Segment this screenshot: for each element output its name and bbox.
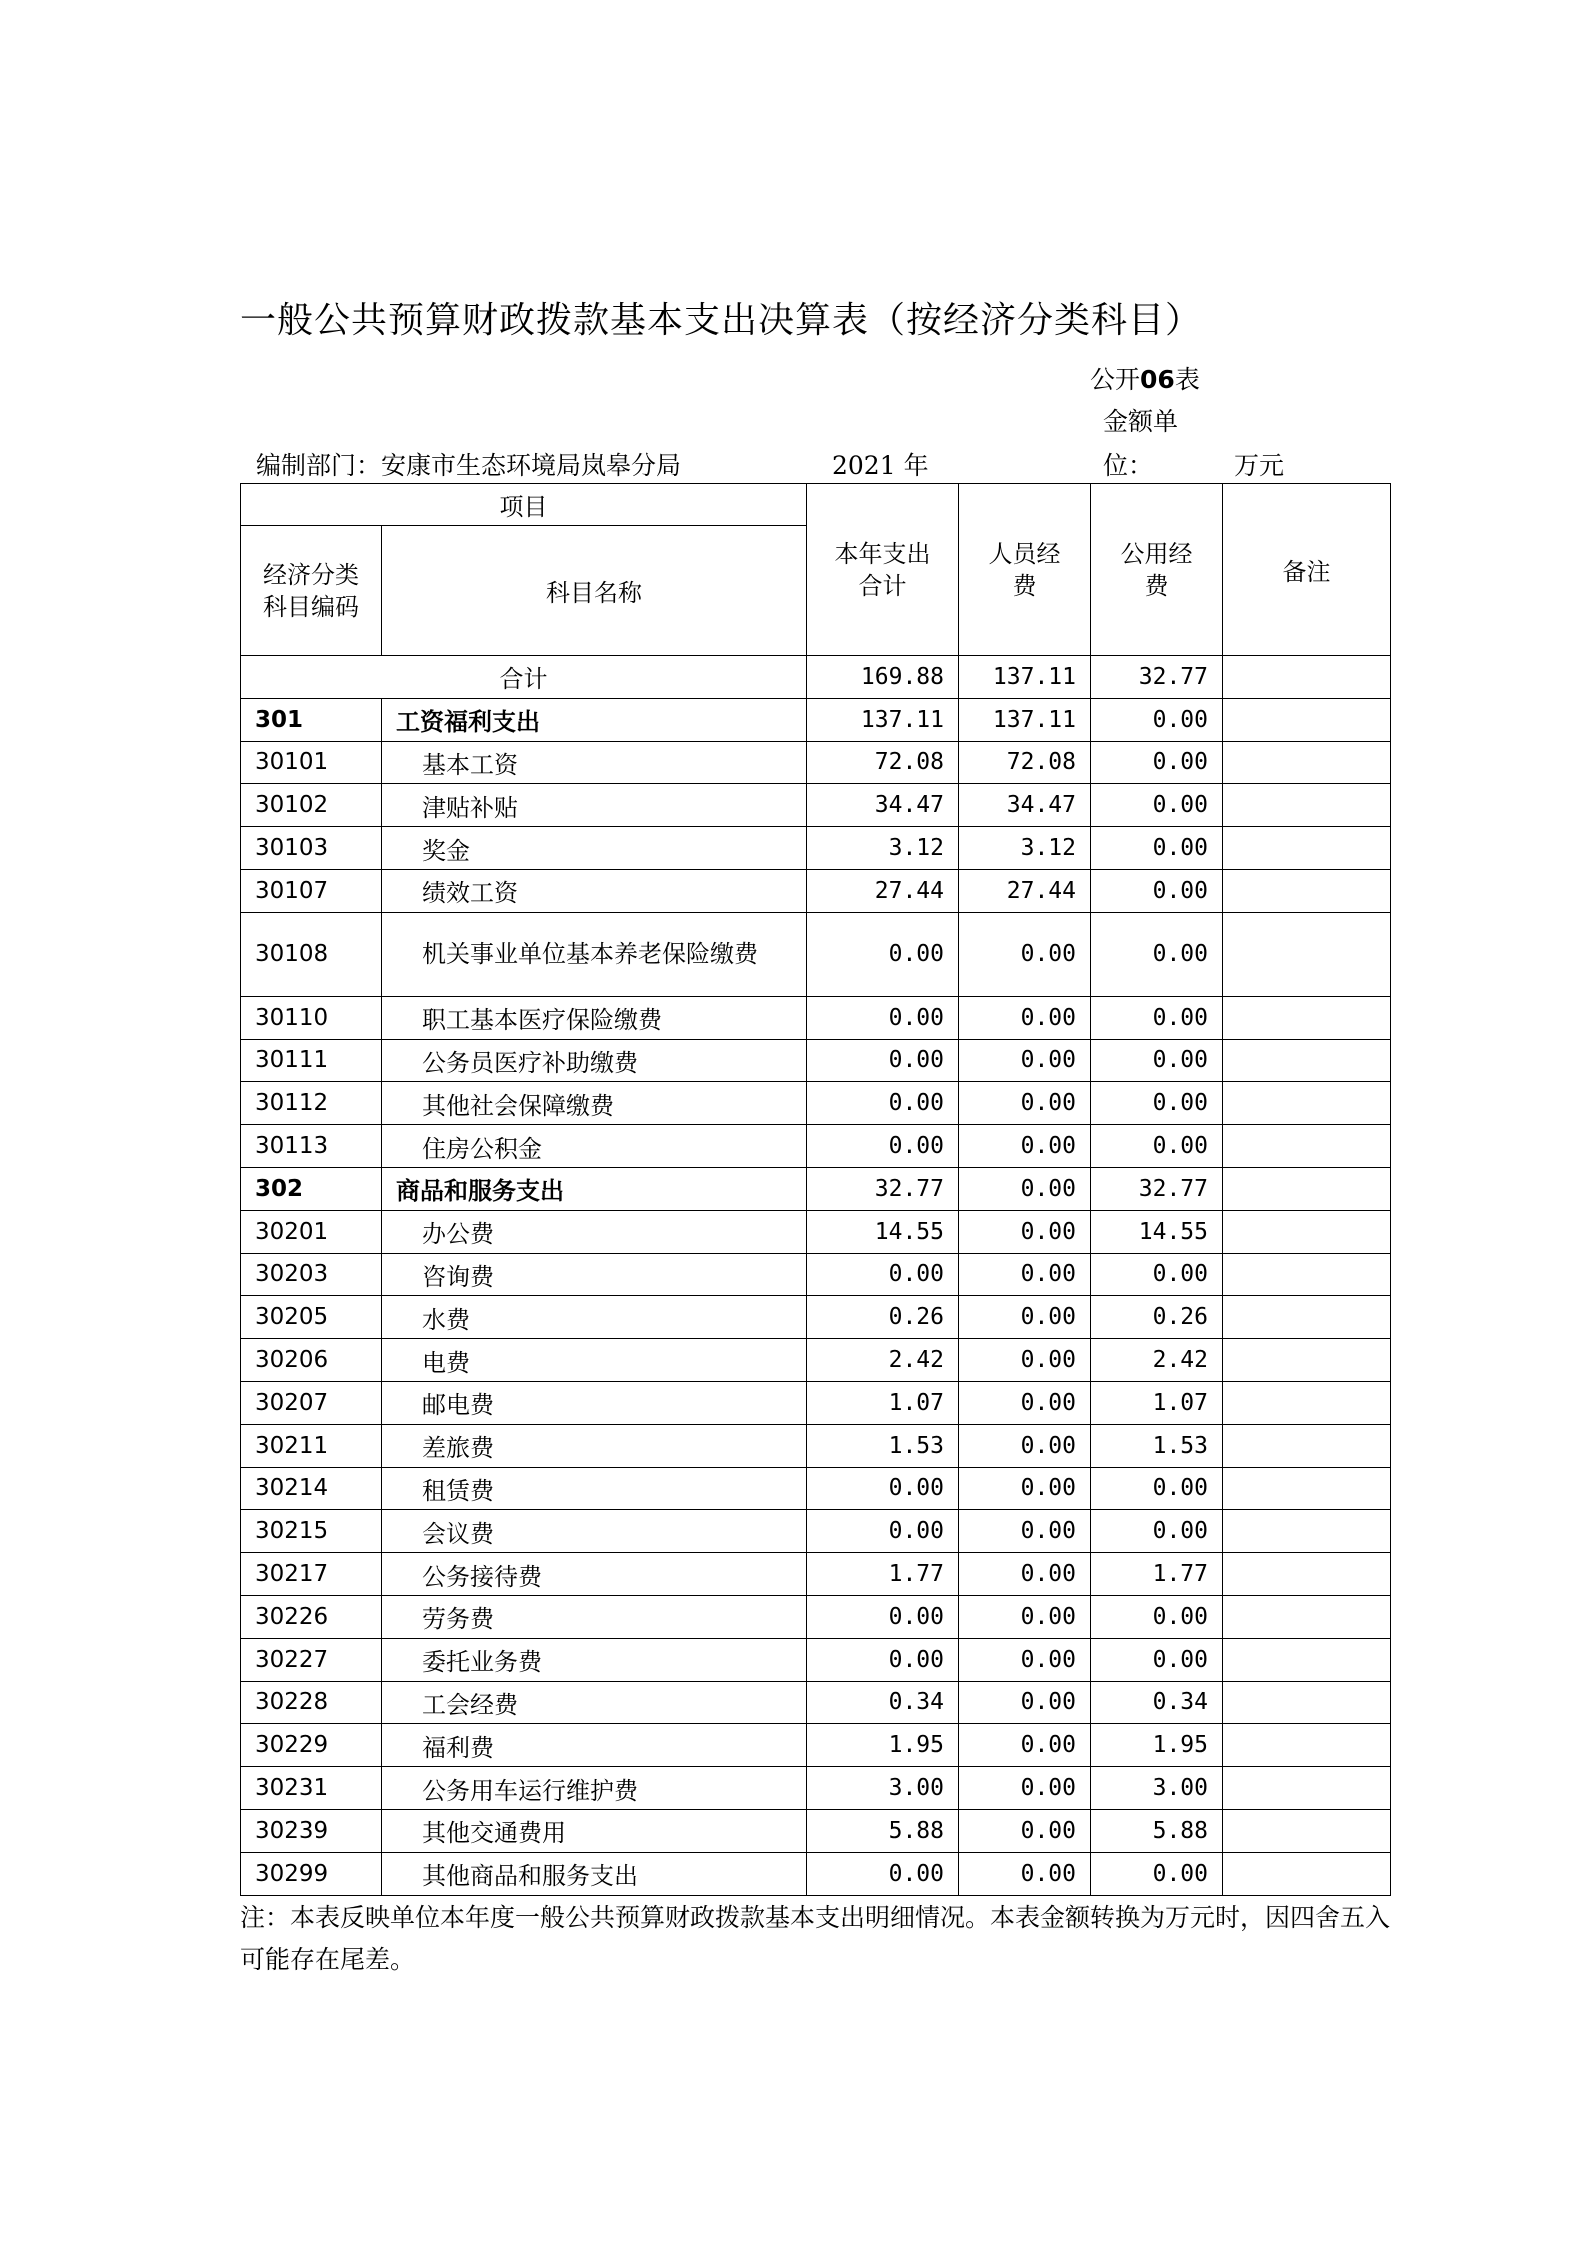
row-total: 1.07 bbox=[807, 1381, 959, 1424]
row-personnel: 3.12 bbox=[959, 827, 1091, 870]
row-personnel: 72.08 bbox=[959, 741, 1091, 784]
row-total: 0.00 bbox=[807, 1595, 959, 1638]
row-personnel: 0.00 bbox=[959, 1724, 1091, 1767]
row-personnel: 0.00 bbox=[959, 912, 1091, 996]
row-name: 水费 bbox=[382, 1296, 807, 1339]
row-remark bbox=[1223, 1809, 1391, 1852]
row-personnel: 0.00 bbox=[959, 1595, 1091, 1638]
row-remark bbox=[1223, 1424, 1391, 1467]
row-personnel: 0.00 bbox=[959, 1553, 1091, 1596]
row-total: 0.00 bbox=[807, 1253, 959, 1296]
row-total: 0.26 bbox=[807, 1296, 959, 1339]
row-name: 公务员医疗补助缴费 bbox=[382, 1039, 807, 1082]
table-row bbox=[241, 1852, 1391, 1895]
row-code: 30215 bbox=[241, 1510, 382, 1553]
row-code: 30110 bbox=[241, 996, 382, 1039]
row-name: 工会经费 bbox=[382, 1681, 807, 1724]
row-name: 租赁费 bbox=[382, 1467, 807, 1510]
row-code: 30101 bbox=[241, 741, 382, 784]
row-remark bbox=[1223, 1852, 1391, 1895]
header-project: 项目 bbox=[241, 484, 807, 526]
row-code: 30103 bbox=[241, 827, 382, 870]
unit-label-line2: 位： bbox=[1103, 451, 1154, 480]
row-name: 邮电费 bbox=[382, 1381, 807, 1424]
total-public: 32.77 bbox=[1091, 656, 1223, 699]
header-total-text: 本年支出合计 bbox=[834, 539, 931, 600]
row-public: 0.26 bbox=[1091, 1296, 1223, 1339]
row-total: 1.95 bbox=[807, 1724, 959, 1767]
row-total: 32.77 bbox=[807, 1167, 959, 1210]
row-public: 0.00 bbox=[1091, 1039, 1223, 1082]
row-code: 30211 bbox=[241, 1424, 382, 1467]
table-row bbox=[241, 784, 1391, 827]
expenditure-table bbox=[240, 483, 1391, 1896]
row-code: 30217 bbox=[241, 1553, 382, 1596]
row-code: 30299 bbox=[241, 1852, 382, 1895]
row-name: 住房公积金 bbox=[382, 1125, 807, 1168]
row-public: 0.00 bbox=[1091, 1852, 1223, 1895]
row-code: 30203 bbox=[241, 1253, 382, 1296]
row-remark bbox=[1223, 827, 1391, 870]
row-name: 基本工资 bbox=[382, 741, 807, 784]
row-personnel: 0.00 bbox=[959, 1852, 1091, 1895]
row-total: 34.47 bbox=[807, 784, 959, 827]
row-name: 办公费 bbox=[382, 1210, 807, 1253]
row-code: 30226 bbox=[241, 1595, 382, 1638]
row-personnel: 0.00 bbox=[959, 1253, 1091, 1296]
row-name: 其他商品和服务支出 bbox=[382, 1852, 807, 1895]
unit-label-line1: 金额单 bbox=[1103, 407, 1179, 436]
row-name: 公务用车运行维护费 bbox=[382, 1767, 807, 1810]
table-row bbox=[241, 1381, 1391, 1424]
header-name: 科目名称 bbox=[382, 526, 807, 656]
row-personnel: 0.00 bbox=[959, 1167, 1091, 1210]
table-row bbox=[241, 1681, 1391, 1724]
row-remark bbox=[1223, 1381, 1391, 1424]
row-personnel: 137.11 bbox=[959, 698, 1091, 741]
row-name: 会议费 bbox=[382, 1510, 807, 1553]
row-public: 1.77 bbox=[1091, 1553, 1223, 1596]
header-personnel bbox=[959, 484, 1091, 656]
unit-value: 万元 bbox=[1234, 451, 1285, 480]
row-total: 0.00 bbox=[807, 1039, 959, 1082]
table-code-suffix: 表 bbox=[1174, 365, 1200, 394]
row-public: 0.34 bbox=[1091, 1681, 1223, 1724]
table-row bbox=[241, 1767, 1391, 1810]
row-total: 0.34 bbox=[807, 1681, 959, 1724]
row-name: 电费 bbox=[382, 1339, 807, 1382]
row-public: 14.55 bbox=[1091, 1210, 1223, 1253]
row-name: 津贴补贴 bbox=[382, 784, 807, 827]
row-name: 福利费 bbox=[382, 1724, 807, 1767]
row-public: 32.77 bbox=[1091, 1167, 1223, 1210]
row-name: 工资福利支出 bbox=[382, 698, 807, 741]
row-total: 72.08 bbox=[807, 741, 959, 784]
row-total: 0.00 bbox=[807, 1125, 959, 1168]
row-total: 3.12 bbox=[807, 827, 959, 870]
row-remark bbox=[1223, 1082, 1391, 1125]
row-personnel: 0.00 bbox=[959, 1510, 1091, 1553]
row-public: 0.00 bbox=[1091, 698, 1223, 741]
row-public: 1.07 bbox=[1091, 1381, 1223, 1424]
row-remark bbox=[1223, 1681, 1391, 1724]
table-row bbox=[241, 1510, 1391, 1553]
row-remark bbox=[1223, 996, 1391, 1039]
row-personnel: 0.00 bbox=[959, 1125, 1091, 1168]
row-remark bbox=[1223, 1724, 1391, 1767]
row-remark bbox=[1223, 1553, 1391, 1596]
header-personnel-text: 人员经费 bbox=[988, 539, 1061, 600]
row-code: 30111 bbox=[241, 1039, 382, 1082]
row-personnel: 27.44 bbox=[959, 869, 1091, 912]
table-row bbox=[241, 1724, 1391, 1767]
row-code: 30102 bbox=[241, 784, 382, 827]
row-remark bbox=[1223, 869, 1391, 912]
row-personnel: 0.00 bbox=[959, 1039, 1091, 1082]
department-label: 编制部门：安康市生态环境局岚皋分局 bbox=[256, 451, 682, 480]
table-row bbox=[241, 1167, 1391, 1210]
table-row bbox=[241, 1339, 1391, 1382]
year-label: 2021 年 bbox=[832, 451, 929, 480]
row-name: 差旅费 bbox=[382, 1424, 807, 1467]
row-remark bbox=[1223, 698, 1391, 741]
row-name: 咨询费 bbox=[382, 1253, 807, 1296]
row-public: 2.42 bbox=[1091, 1339, 1223, 1382]
row-personnel: 0.00 bbox=[959, 1296, 1091, 1339]
row-public: 0.00 bbox=[1091, 741, 1223, 784]
row-personnel: 0.00 bbox=[959, 1210, 1091, 1253]
row-code: 302 bbox=[241, 1167, 382, 1210]
table-row bbox=[241, 1595, 1391, 1638]
row-name: 绩效工资 bbox=[382, 869, 807, 912]
table-row bbox=[241, 996, 1391, 1039]
row-personnel: 0.00 bbox=[959, 1381, 1091, 1424]
row-remark bbox=[1223, 912, 1391, 996]
table-row bbox=[241, 827, 1391, 870]
row-code: 30227 bbox=[241, 1638, 382, 1681]
row-remark bbox=[1223, 1767, 1391, 1810]
row-code: 30228 bbox=[241, 1681, 382, 1724]
row-name: 职工基本医疗保险缴费 bbox=[382, 996, 807, 1039]
row-total: 3.00 bbox=[807, 1767, 959, 1810]
row-remark bbox=[1223, 741, 1391, 784]
row-remark bbox=[1223, 1296, 1391, 1339]
row-code: 30112 bbox=[241, 1082, 382, 1125]
row-public: 0.00 bbox=[1091, 912, 1223, 996]
header-total bbox=[807, 484, 959, 656]
header-remark: 备注 bbox=[1223, 484, 1391, 656]
row-name: 其他社会保障缴费 bbox=[382, 1082, 807, 1125]
row-total: 0.00 bbox=[807, 1852, 959, 1895]
row-remark bbox=[1223, 1253, 1391, 1296]
row-public: 0.00 bbox=[1091, 784, 1223, 827]
table-row bbox=[241, 1210, 1391, 1253]
row-public: 3.00 bbox=[1091, 1767, 1223, 1810]
row-total: 5.88 bbox=[807, 1809, 959, 1852]
row-remark bbox=[1223, 1510, 1391, 1553]
total-row bbox=[241, 656, 1391, 699]
total-remark bbox=[1223, 656, 1391, 699]
total-personnel: 137.11 bbox=[959, 656, 1091, 699]
row-public: 0.00 bbox=[1091, 1253, 1223, 1296]
row-public: 0.00 bbox=[1091, 996, 1223, 1039]
total-label: 合计 bbox=[241, 656, 807, 699]
row-total: 14.55 bbox=[807, 1210, 959, 1253]
header-public bbox=[1091, 484, 1223, 656]
table-code bbox=[1090, 360, 1200, 396]
row-remark bbox=[1223, 1467, 1391, 1510]
table-row bbox=[241, 1424, 1391, 1467]
row-total: 0.00 bbox=[807, 996, 959, 1039]
table-code-prefix: 公开 bbox=[1090, 365, 1141, 394]
row-public: 0.00 bbox=[1091, 1125, 1223, 1168]
row-total: 1.53 bbox=[807, 1424, 959, 1467]
table-row bbox=[241, 741, 1391, 784]
row-personnel: 0.00 bbox=[959, 1681, 1091, 1724]
table-row bbox=[241, 869, 1391, 912]
row-remark bbox=[1223, 1039, 1391, 1082]
row-personnel: 0.00 bbox=[959, 1638, 1091, 1681]
row-public: 0.00 bbox=[1091, 1082, 1223, 1125]
row-personnel: 0.00 bbox=[959, 1467, 1091, 1510]
table-row bbox=[241, 1082, 1391, 1125]
row-total: 0.00 bbox=[807, 1467, 959, 1510]
row-public: 1.53 bbox=[1091, 1424, 1223, 1467]
row-name: 奖金 bbox=[382, 827, 807, 870]
table-code-number: 06 bbox=[1140, 365, 1175, 394]
row-name: 劳务费 bbox=[382, 1595, 807, 1638]
row-public: 0.00 bbox=[1091, 1595, 1223, 1638]
header-code bbox=[241, 526, 382, 656]
row-public: 1.95 bbox=[1091, 1724, 1223, 1767]
row-total: 1.77 bbox=[807, 1553, 959, 1596]
row-code: 30239 bbox=[241, 1809, 382, 1852]
row-public: 0.00 bbox=[1091, 1467, 1223, 1510]
row-code: 30113 bbox=[241, 1125, 382, 1168]
row-total: 2.42 bbox=[807, 1339, 959, 1382]
page-title: 一般公共预算财政拨款基本支出决算表（按经济分类科目） bbox=[240, 300, 1203, 341]
row-code: 30201 bbox=[241, 1210, 382, 1253]
row-personnel: 0.00 bbox=[959, 1809, 1091, 1852]
row-name: 公务接待费 bbox=[382, 1553, 807, 1596]
row-personnel: 0.00 bbox=[959, 1767, 1091, 1810]
header-code-text: 经济分类科目编码 bbox=[263, 560, 359, 621]
row-personnel: 34.47 bbox=[959, 784, 1091, 827]
table-row bbox=[241, 1638, 1391, 1681]
row-personnel: 0.00 bbox=[959, 1424, 1091, 1467]
table-row bbox=[241, 1467, 1391, 1510]
table-row bbox=[241, 698, 1391, 741]
total-amount: 169.88 bbox=[807, 656, 959, 699]
table-row bbox=[241, 1809, 1391, 1852]
table-row bbox=[241, 1039, 1391, 1082]
row-code: 30107 bbox=[241, 869, 382, 912]
row-remark bbox=[1223, 1595, 1391, 1638]
row-code: 30229 bbox=[241, 1724, 382, 1767]
row-public: 0.00 bbox=[1091, 1638, 1223, 1681]
row-name: 委托业务费 bbox=[382, 1638, 807, 1681]
row-code: 30108 bbox=[241, 912, 382, 996]
row-code: 30205 bbox=[241, 1296, 382, 1339]
row-total: 27.44 bbox=[807, 869, 959, 912]
row-total: 0.00 bbox=[807, 1082, 959, 1125]
row-public: 0.00 bbox=[1091, 869, 1223, 912]
row-total: 0.00 bbox=[807, 1638, 959, 1681]
row-name: 机关事业单位基本养老保险缴费 bbox=[382, 912, 807, 996]
row-code: 30214 bbox=[241, 1467, 382, 1510]
row-total: 137.11 bbox=[807, 698, 959, 741]
row-code: 30231 bbox=[241, 1767, 382, 1810]
row-code: 30207 bbox=[241, 1381, 382, 1424]
table-row bbox=[241, 1253, 1391, 1296]
row-personnel: 0.00 bbox=[959, 1082, 1091, 1125]
row-remark bbox=[1223, 1638, 1391, 1681]
table-row bbox=[241, 1296, 1391, 1339]
table-row bbox=[241, 912, 1391, 996]
row-personnel: 0.00 bbox=[959, 996, 1091, 1039]
row-code: 301 bbox=[241, 698, 382, 741]
row-remark bbox=[1223, 784, 1391, 827]
row-remark bbox=[1223, 1339, 1391, 1382]
row-remark bbox=[1223, 1125, 1391, 1168]
header-public-text: 公用经费 bbox=[1120, 539, 1193, 600]
row-public: 5.88 bbox=[1091, 1809, 1223, 1852]
row-name: 商品和服务支出 bbox=[382, 1167, 807, 1210]
row-code: 30206 bbox=[241, 1339, 382, 1382]
row-remark bbox=[1223, 1210, 1391, 1253]
row-name: 其他交通费用 bbox=[382, 1809, 807, 1852]
row-public: 0.00 bbox=[1091, 1510, 1223, 1553]
row-total: 0.00 bbox=[807, 912, 959, 996]
row-personnel: 0.00 bbox=[959, 1339, 1091, 1382]
table-row bbox=[241, 1553, 1391, 1596]
row-public: 0.00 bbox=[1091, 827, 1223, 870]
table-row bbox=[241, 1125, 1391, 1168]
footnote: 注：本表反映单位本年度一般公共预算财政拨款基本支出明细情况。本表金额转换为万元时，因四舍五入可能存在尾差。 bbox=[240, 1903, 1391, 1974]
row-total: 0.00 bbox=[807, 1510, 959, 1553]
row-remark bbox=[1223, 1167, 1391, 1210]
